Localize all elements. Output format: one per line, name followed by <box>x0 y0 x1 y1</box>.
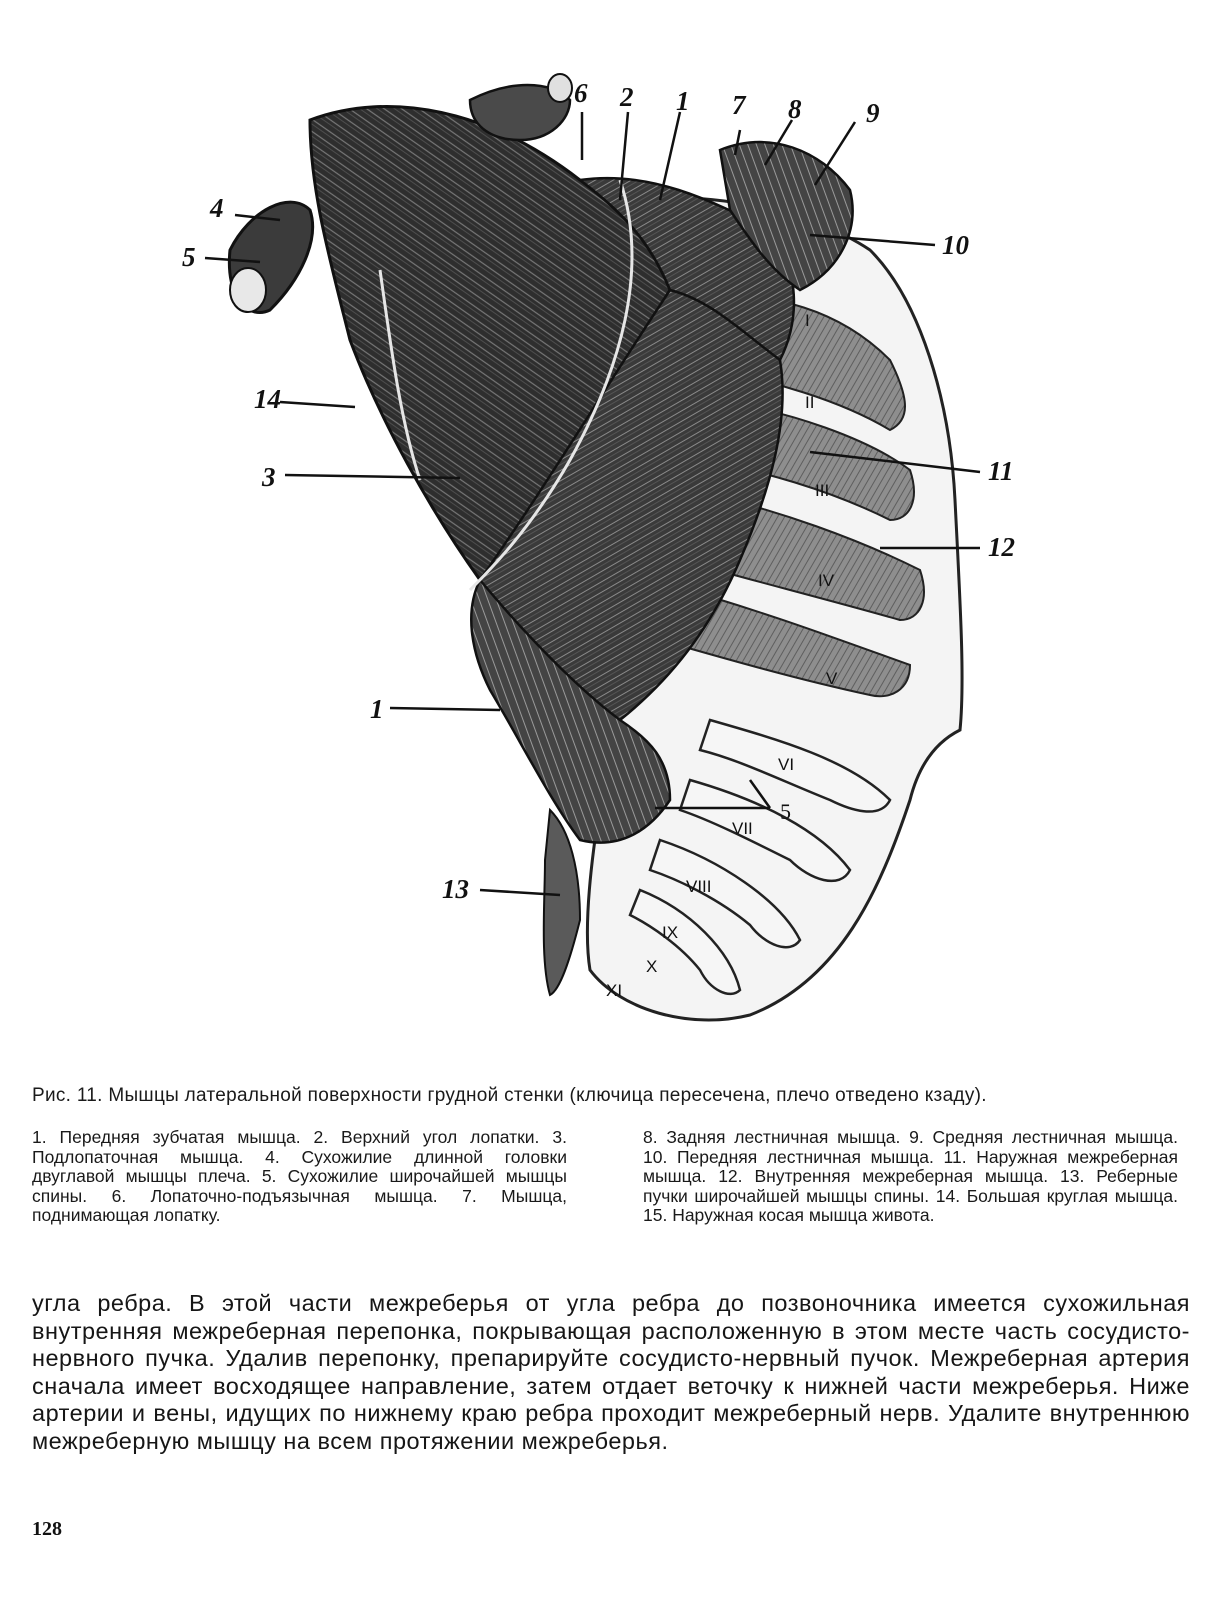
legend-item: 2. Верхний угол лопатки. <box>313 1127 540 1147</box>
rib-numeral-i: I <box>805 311 810 330</box>
callout-15: 5 <box>780 799 791 824</box>
body-paragraph: угла ребра. В этой части межреберья от угла ребра до позвоночника имеется сухожильная внутренняя межреберная перепонка, покрывающая расположенную в этом месте часть сосудисто-нервного пучка. Удалив перепонку, препарируйте сосудисто-нервный пучок. Межреберная артерия сначала имеет восходящее направление, затем отдает веточку к нижней части межреберья. Ниже артерии и вены, идущих по нижнему краю ребра проходит межреберный нерв. Удалите внутреннюю межреберную мышцу на всем протяжении межреберья. <box>32 1290 1190 1454</box>
rib-numeral-iv: IV <box>818 571 835 590</box>
legend-item: 9. Средняя лестничная мышца. <box>909 1127 1178 1147</box>
rib-numeral-x: X <box>646 957 658 976</box>
rib-numeral-ii: II <box>805 393 815 412</box>
legend-item: 13. Реберные пучки широчайшей мышцы спины. <box>643 1166 1178 1206</box>
callout-1-bottom: 1 <box>370 694 384 724</box>
callout-6: 6 <box>574 78 588 108</box>
callout-10: 10 <box>942 230 969 260</box>
anatomical-figure <box>150 40 1080 1040</box>
callout-4: 4 <box>210 193 224 223</box>
page-number: 128 <box>32 1518 62 1540</box>
callout-8: 8 <box>788 94 802 124</box>
rib-numeral-vi: VI <box>778 755 795 774</box>
rib-numeral-vii: VII <box>732 819 753 838</box>
figure-caption-title: Рис. 11. Мышцы латеральной поверхности грудной стенки (ключица пересечена, плечо отведено кзаду). <box>32 1085 987 1106</box>
legend-item: 11. Наружная межреберная мышца. <box>643 1146 1178 1186</box>
legend-item: 6. Лопаточно-подъязычная мышца. <box>111 1185 438 1206</box>
legend-item: 4. Сухожилие длинной головки двуглавой мышцы плеча. <box>32 1146 567 1186</box>
rib-numeral-v: V <box>826 669 838 688</box>
legend-item: 15. Наружная косая мышца живота. <box>643 1205 935 1225</box>
callout-2: 2 <box>620 82 634 112</box>
legend-item: 3. Подлопаточная мышца. <box>32 1127 567 1167</box>
rib-numeral-viii: VIII <box>686 877 712 896</box>
legend-item: 8. Задняя лестничная мышца. <box>643 1127 901 1147</box>
legend-item: 12. Внутренняя межреберная мышца. <box>718 1166 1049 1186</box>
rib-numeral-xi: XI <box>606 981 623 1000</box>
callout-11: 11 <box>988 456 1014 486</box>
callout-5-left: 5 <box>182 242 196 272</box>
callout-3: 3 <box>262 462 276 492</box>
callout-14: 14 <box>254 384 281 414</box>
thorax-muscles-illustration <box>150 40 1080 1040</box>
legend-item: 7. Мышца, поднимающая лопатку. <box>32 1185 567 1225</box>
figure-legend-right <box>643 1128 1178 1226</box>
rib-numeral-ix: IX <box>662 923 679 942</box>
callout-7: 7 <box>732 90 746 120</box>
callout-12: 12 <box>988 532 1015 562</box>
legend-item: 14. Большая круглая мышца. <box>935 1185 1178 1206</box>
rib-numeral-iii: III <box>815 481 830 500</box>
legend-item: 10. Передняя лестничная мышца. <box>643 1146 934 1167</box>
legend-item: 5. Сухожилие широчайшей мышцы спины. <box>32 1166 567 1206</box>
legend-item: 1. Передняя зубчатая мышца. <box>32 1127 301 1147</box>
callout-1-top: 1 <box>676 86 690 116</box>
figure-legend-left <box>32 1128 567 1226</box>
callout-13: 13 <box>442 874 469 904</box>
callout-9: 9 <box>866 98 880 128</box>
latissimus-digitations <box>544 810 580 995</box>
